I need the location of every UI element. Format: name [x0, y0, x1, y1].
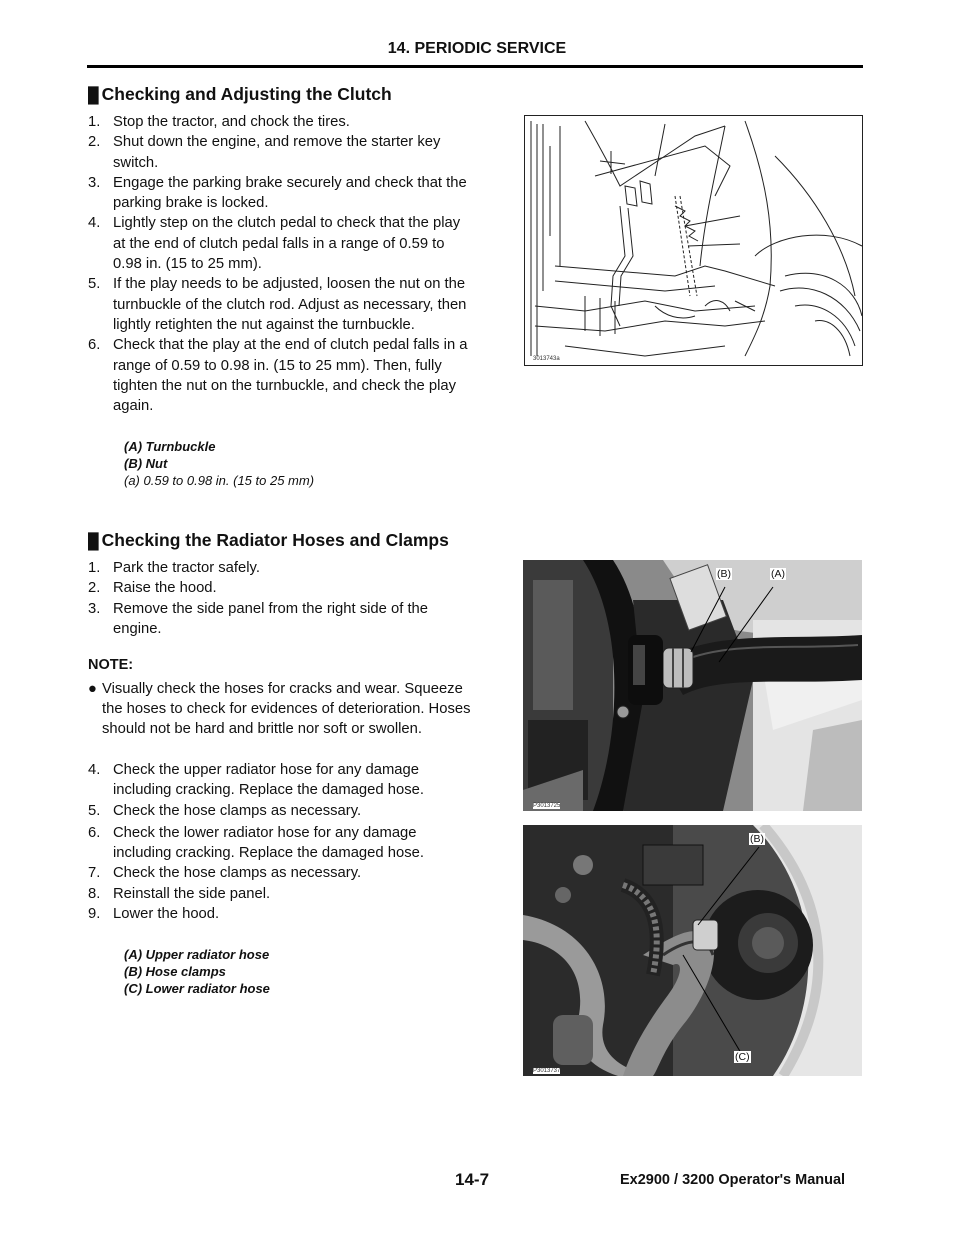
square-bullet-icon: █	[88, 533, 99, 550]
callout-label: (C)	[735, 1051, 750, 1063]
list-item: 1. Park the tractor safely.	[88, 560, 260, 576]
list-item: 6. Check that the play at the end of clutch pedal falls in a range of 0.59 to 0.98 in. (15 to 25 mm). Then, fully tighten the nut on the turnbuckle, and check the play again.	[88, 337, 468, 415]
manual-title: Ex2900 / 3200 Operator's Manual	[620, 1172, 846, 1188]
page-number: 14-7	[455, 1170, 490, 1189]
note-label: NOTE:	[88, 657, 134, 673]
list-item: 6. Check the lower radiator hose for any damage including cracking. Replace the damaged hose.	[88, 824, 424, 862]
clutch-steps-list	[88, 112, 498, 416]
list-item: 3. Engage the parking brake securely and check that the parking brake is locked.	[88, 174, 467, 212]
section-header: 14. PERIODIC SERVICE	[387, 40, 567, 57]
photo-code: P3013737	[533, 1068, 561, 1074]
callout-label: (B)	[717, 568, 731, 580]
list-item: 2. Raise the hood.	[88, 580, 217, 597]
list-item: 5. If the play needs to be adjusted, loosen the nut on the turnbuckle of the clutch rod. Adjust as necessary, then lightly retighten the nut against the turnbuckle.	[88, 276, 467, 333]
figure-code: 3013743a	[533, 356, 560, 362]
list-item: 4. Check the upper radiator hose for any damage including cracking. Replace the damaged hose.	[88, 762, 424, 799]
radiator-steps-list-a	[88, 558, 498, 639]
lower-hose-photo	[523, 825, 862, 1076]
upper-hose-photo	[523, 560, 862, 811]
note-bullet-text: ● Visually check the hoses for cracks and wear. Squeeze the hoses to check for evidences of deterioration. Hoses should not be hard and brittle nor soft or swollen.	[88, 681, 471, 738]
photo-code: P3013725	[533, 803, 561, 809]
callout-label: (B)	[750, 833, 764, 845]
upper-hose-illustration	[523, 560, 862, 811]
list-item: 8. Reinstall the side panel.	[88, 885, 271, 902]
radiator-legend: (A) Upper radiator hose (B) Hose clamps (C) Lower radiator hose	[124, 947, 270, 997]
callout-label: (A)	[771, 568, 785, 580]
bullet-icon: ●	[88, 681, 97, 697]
list-item: 5. Check the hose clamps as necessary.	[88, 802, 362, 819]
square-bullet-icon: █	[88, 87, 99, 104]
list-item: 3. Remove the side panel from the right side of the engine.	[88, 600, 429, 637]
list-item: 9. Lower the hood.	[88, 906, 220, 923]
clutch-figure	[524, 115, 863, 366]
list-item: 4. Lightly step on the clutch pedal to check that the play at the end of clutch pedal falls in a range of 0.59 to 0.98 in. (15 to 25 mm).	[88, 215, 461, 273]
lower-hose-illustration	[523, 825, 862, 1076]
radiator-steps-list-b	[88, 760, 498, 924]
list-item: 2. Shut down the engine, and remove the starter key switch.	[88, 134, 441, 171]
clutch-legend: (A) Turnbuckle (B) Nut (a) 0.59 to 0.98 in. (15 to 25 mm)	[124, 439, 315, 489]
clutch-section-title: █ Checking and Adjusting the Clutch	[88, 84, 392, 104]
clutch-pedal-drawing	[525, 116, 862, 365]
header-rule	[87, 65, 863, 68]
list-item: 1. Stop the tractor, and chock the tires.	[88, 114, 350, 130]
radiator-section-title: █ Checking the Radiator Hoses and Clamps	[88, 530, 449, 550]
list-item: 7. Check the hose clamps as necessary.	[88, 865, 362, 882]
